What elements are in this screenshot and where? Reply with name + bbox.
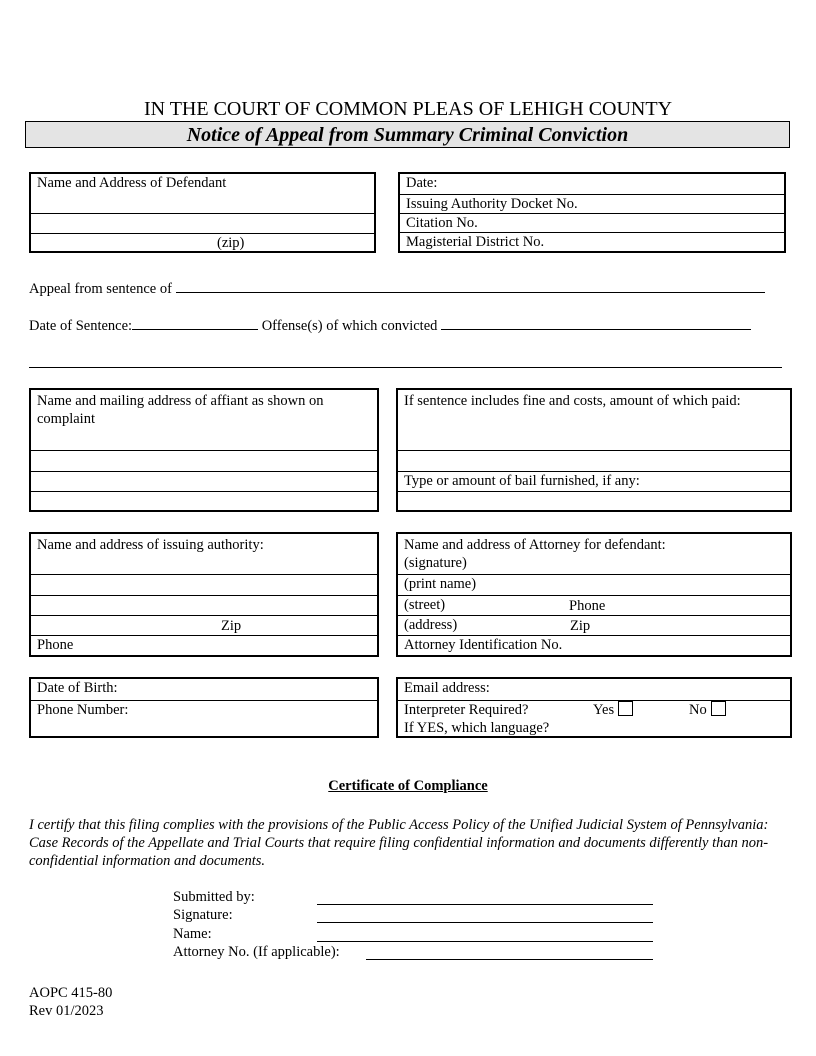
defendant-zip-row[interactable] [31, 233, 374, 251]
citation-row[interactable] [400, 213, 784, 232]
offense-label: Offense(s) of which convicted [261, 318, 438, 334]
offense-continuation-line[interactable] [29, 367, 782, 368]
docket-row[interactable] [400, 194, 784, 213]
no-label: No [689, 702, 707, 718]
certificate-heading: Certificate of Compliance [328, 778, 488, 794]
defendant-address-row[interactable] [31, 213, 374, 233]
affiant-address-row-1[interactable] [31, 450, 377, 471]
fine-amount-row[interactable] [398, 450, 790, 471]
bail-amount-row[interactable] [398, 491, 790, 510]
fine-label: If sentence includes fine and costs, amount of which paid: [404, 393, 741, 409]
attorney-street-label: (street) [404, 597, 446, 613]
defendant-zip-label: (zip) [217, 235, 245, 251]
appeal-label: Appeal from sentence of [29, 281, 172, 297]
form-revision: Rev 01/2023 [29, 1003, 104, 1019]
appeal-field[interactable] [176, 278, 765, 293]
submitted-by-field[interactable] [317, 890, 653, 905]
attorney-signature-row[interactable] [398, 534, 790, 574]
yes-checkbox[interactable] [618, 701, 633, 716]
affiant-name-row[interactable] [31, 390, 377, 450]
attorney-address-label: (address) [404, 617, 458, 633]
date-label: Date: [406, 175, 438, 191]
attorney-print-label: (print name) [404, 576, 477, 592]
defendant-label: Name and Address of Defendant [37, 175, 227, 191]
appeal-line [29, 278, 765, 298]
language-label[interactable]: If YES, which language? [404, 720, 550, 736]
affiant-label: Name and mailing address of affiant as shown on complaint [37, 393, 324, 427]
email-row[interactable] [398, 679, 790, 700]
date-row[interactable] [400, 174, 784, 194]
form-footer [29, 984, 112, 1020]
citation-label: Citation No. [406, 215, 478, 231]
defendant-box [29, 172, 376, 253]
phone-row[interactable] [31, 700, 377, 736]
phone-number-label: Phone Number: [37, 702, 129, 718]
attorney-no-field[interactable] [366, 945, 653, 960]
submitted-by-line [173, 889, 255, 906]
attorney-print-row[interactable] [398, 574, 790, 595]
personal-box [29, 677, 379, 738]
sentence-date-line [29, 315, 751, 335]
signature-label: Signature: [173, 907, 233, 923]
issuing-zip-label: Zip [221, 618, 242, 634]
form-id: AOPC 415-80 [29, 985, 113, 1001]
certificate-body: I certify that this filing complies with the provisions of the Public Access Policy of the Unified Judicial System of Pennsylvania: Case Records of the Appellate and Trial Courts that require filing confidential information and documents differently than non-confidential information and documents. [29, 817, 769, 869]
district-label: Magisterial District No. [406, 234, 545, 250]
bail-row[interactable] [398, 471, 790, 491]
affiant-address-row-2[interactable] [31, 471, 377, 491]
sentence-date-label: Date of Sentence: [29, 318, 133, 334]
interpreter-yes-option[interactable] [593, 701, 633, 719]
issuing-authority-box [29, 532, 379, 657]
submitted-by-label: Submitted by: [173, 889, 255, 905]
offense-field[interactable] [441, 315, 751, 330]
court-heading: IN THE COURT OF COMMON PLEAS OF LEHIGH COUNTY [143, 98, 673, 120]
dob-label: Date of Birth: [37, 680, 118, 696]
interpreter-label: Interpreter Required? [404, 702, 529, 718]
name-label: Name: [173, 926, 212, 942]
no-checkbox[interactable] [711, 701, 726, 716]
issuing-phone-label: Phone [37, 637, 74, 653]
fine-bail-box [396, 388, 792, 512]
attorney-box [396, 532, 792, 657]
docket-label: Issuing Authority Docket No. [406, 196, 578, 212]
name-field[interactable] [317, 927, 653, 942]
issuing-phone-row[interactable] [31, 635, 377, 655]
attorney-address-row[interactable] [398, 615, 790, 635]
issuing-name-row[interactable] [31, 534, 377, 574]
attorney-no-line [173, 944, 340, 961]
signature-field[interactable] [317, 908, 653, 923]
issuing-label: Name and address of issuing authority: [37, 537, 264, 553]
docket-box [398, 172, 786, 253]
issuing-city-row[interactable] [31, 595, 377, 615]
attorney-phone-label: Phone [569, 598, 606, 614]
email-label: Email address: [404, 680, 490, 696]
affiant-address-row-3[interactable] [31, 491, 377, 510]
name-line [173, 926, 212, 943]
interpreter-no-option[interactable] [689, 701, 726, 719]
bail-label: Type or amount of bail furnished, if any: [404, 473, 640, 489]
attorney-no-label: Attorney No. (If applicable): [173, 944, 340, 960]
fine-row[interactable] [398, 390, 790, 450]
attorney-label: Name and address of Attorney for defendant: [404, 537, 666, 553]
issuing-zip-row[interactable] [31, 615, 377, 635]
attorney-id-row[interactable] [398, 635, 790, 655]
form-title: Notice of Appeal from Summary Criminal Conviction [25, 121, 790, 148]
district-row[interactable] [400, 232, 784, 251]
attorney-signature-label: (signature) [404, 555, 467, 571]
affiant-box [29, 388, 379, 512]
attorney-street-row[interactable] [398, 595, 790, 615]
interpreter-row [398, 700, 790, 736]
issuing-address-row[interactable] [31, 574, 377, 595]
attorney-id-label: Attorney Identification No. [404, 637, 563, 653]
sentence-date-field[interactable] [132, 315, 258, 330]
contact-box [396, 677, 792, 738]
yes-label: Yes [593, 702, 615, 718]
dob-row[interactable] [31, 679, 377, 700]
signature-line [173, 907, 233, 924]
defendant-name-row[interactable] [31, 174, 374, 213]
attorney-zip-label: Zip [570, 618, 591, 634]
